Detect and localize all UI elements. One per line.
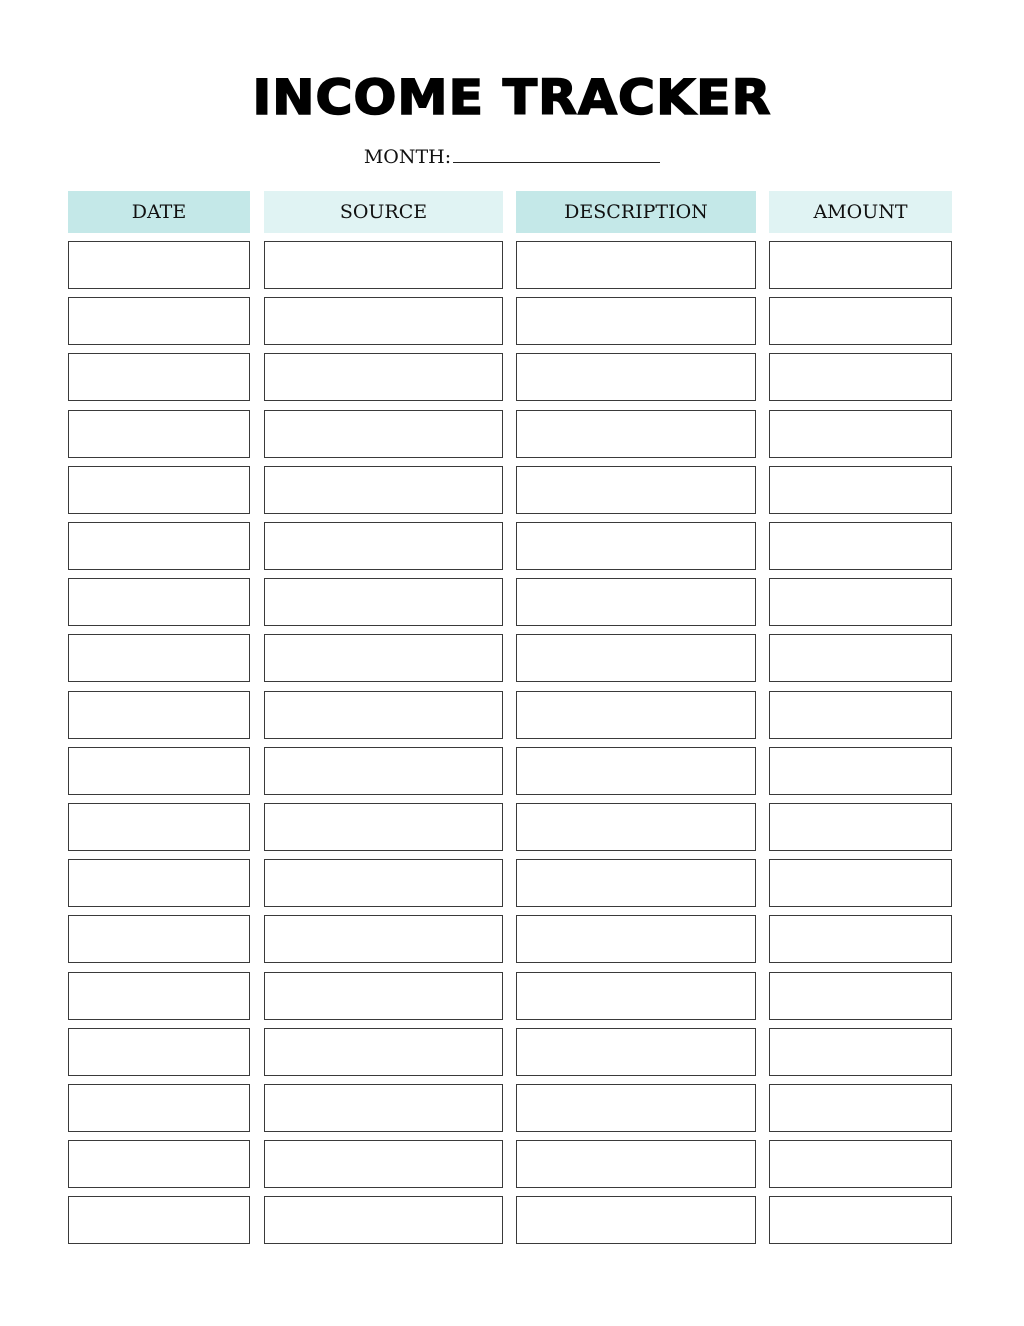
source-cell[interactable] <box>264 1140 503 1188</box>
description-cell[interactable] <box>516 915 756 963</box>
source-cell[interactable] <box>264 691 503 739</box>
amount-cell[interactable] <box>769 747 952 795</box>
description-cell[interactable] <box>516 241 756 289</box>
description-cell[interactable] <box>516 859 756 907</box>
description-cell[interactable] <box>516 803 756 851</box>
amount-cell[interactable] <box>769 634 952 682</box>
month-label: MONTH: <box>363 146 452 168</box>
column-header-date: DATE <box>68 191 250 233</box>
source-cell[interactable] <box>264 747 503 795</box>
date-cell[interactable] <box>68 522 250 570</box>
amount-cell[interactable] <box>769 522 952 570</box>
source-cell[interactable] <box>264 859 503 907</box>
source-cell[interactable] <box>264 1028 503 1076</box>
amount-cell[interactable] <box>769 353 952 401</box>
amount-cell[interactable] <box>769 1140 952 1188</box>
date-cell[interactable] <box>68 915 250 963</box>
amount-cell[interactable] <box>769 466 952 514</box>
description-cell[interactable] <box>516 1084 756 1132</box>
amount-cell[interactable] <box>769 578 952 626</box>
date-cell[interactable] <box>68 1028 250 1076</box>
amount-cell[interactable] <box>769 915 952 963</box>
column-header-amount: AMOUNT <box>769 191 952 233</box>
date-cell[interactable] <box>68 578 250 626</box>
amount-cell[interactable] <box>769 297 952 345</box>
description-cell[interactable] <box>516 1140 756 1188</box>
date-cell[interactable] <box>68 241 250 289</box>
source-cell[interactable] <box>264 803 503 851</box>
column-header-source: SOURCE <box>264 191 503 233</box>
date-cell[interactable] <box>68 1140 250 1188</box>
description-cell[interactable] <box>516 466 756 514</box>
amount-cell[interactable] <box>769 410 952 458</box>
date-cell[interactable] <box>68 747 250 795</box>
description-cell[interactable] <box>516 297 756 345</box>
date-cell[interactable] <box>68 803 250 851</box>
month-input-line[interactable] <box>453 148 660 163</box>
source-cell[interactable] <box>264 972 503 1020</box>
source-cell[interactable] <box>264 353 503 401</box>
date-cell[interactable] <box>68 353 250 401</box>
amount-cell[interactable] <box>769 1084 952 1132</box>
description-cell[interactable] <box>516 578 756 626</box>
amount-cell[interactable] <box>769 803 952 851</box>
date-cell[interactable] <box>68 634 250 682</box>
amount-cell[interactable] <box>769 1196 952 1244</box>
source-cell[interactable] <box>264 1196 503 1244</box>
source-cell[interactable] <box>264 297 503 345</box>
date-cell[interactable] <box>68 1084 250 1132</box>
source-cell[interactable] <box>264 241 503 289</box>
month-field <box>0 146 1024 168</box>
description-cell[interactable] <box>516 1028 756 1076</box>
page-title: INCOME TRACKER <box>252 70 772 126</box>
date-cell[interactable] <box>68 466 250 514</box>
source-cell[interactable] <box>264 915 503 963</box>
column-header-description: DESCRIPTION <box>516 191 756 233</box>
date-cell[interactable] <box>68 410 250 458</box>
amount-cell[interactable] <box>769 1028 952 1076</box>
source-cell[interactable] <box>264 634 503 682</box>
source-cell[interactable] <box>264 410 503 458</box>
description-cell[interactable] <box>516 353 756 401</box>
description-cell[interactable] <box>516 1196 756 1244</box>
amount-cell[interactable] <box>769 241 952 289</box>
source-cell[interactable] <box>264 1084 503 1132</box>
date-cell[interactable] <box>68 972 250 1020</box>
source-cell[interactable] <box>264 578 503 626</box>
description-cell[interactable] <box>516 691 756 739</box>
description-cell[interactable] <box>516 634 756 682</box>
date-cell[interactable] <box>68 691 250 739</box>
source-cell[interactable] <box>264 466 503 514</box>
date-cell[interactable] <box>68 1196 250 1244</box>
amount-cell[interactable] <box>769 691 952 739</box>
date-cell[interactable] <box>68 859 250 907</box>
source-cell[interactable] <box>264 522 503 570</box>
description-cell[interactable] <box>516 410 756 458</box>
description-cell[interactable] <box>516 747 756 795</box>
amount-cell[interactable] <box>769 972 952 1020</box>
description-cell[interactable] <box>516 972 756 1020</box>
description-cell[interactable] <box>516 522 756 570</box>
date-cell[interactable] <box>68 297 250 345</box>
amount-cell[interactable] <box>769 859 952 907</box>
